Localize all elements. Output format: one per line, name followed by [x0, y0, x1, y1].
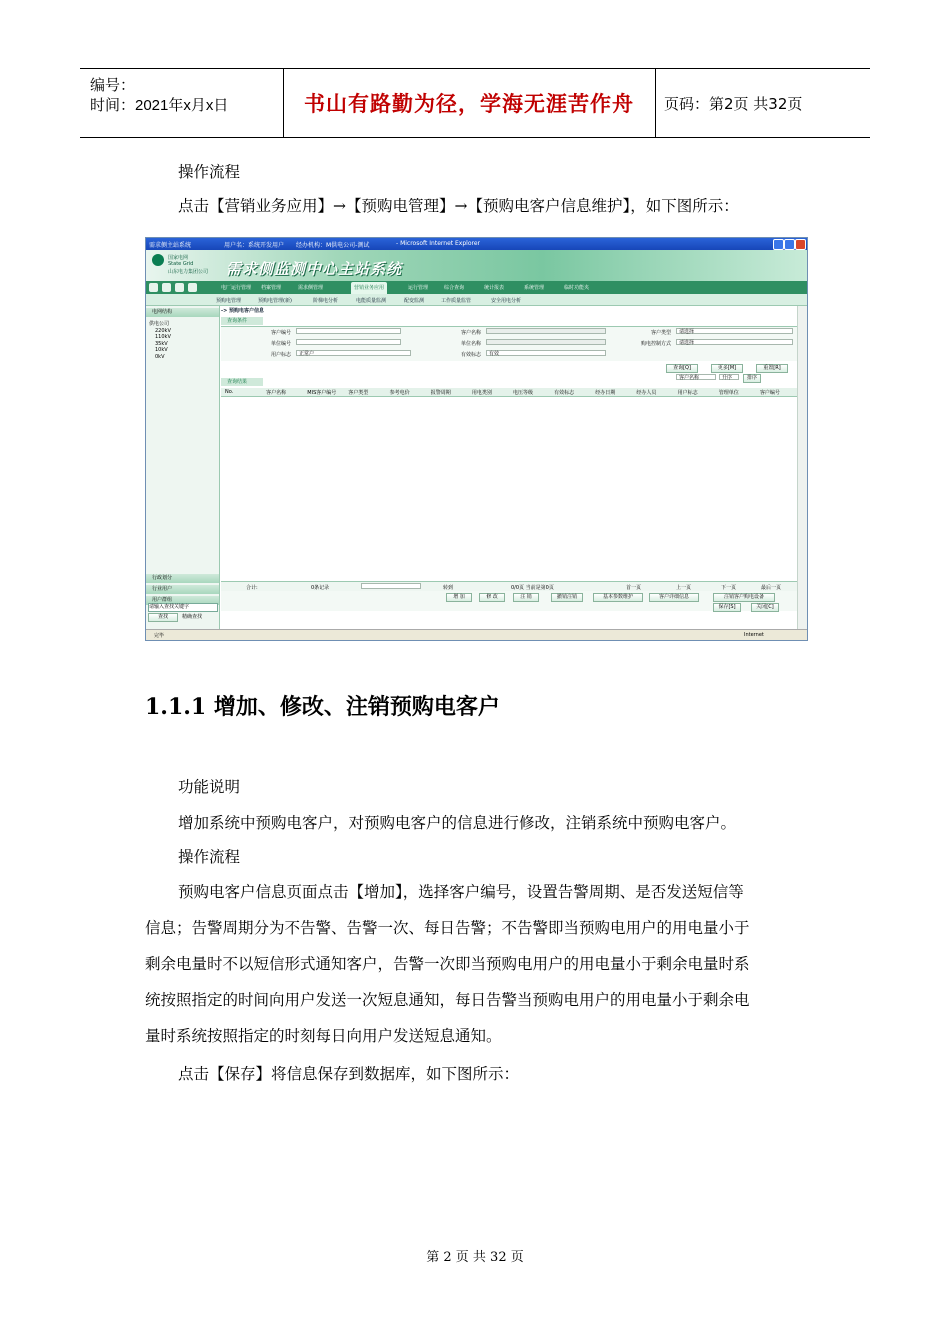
subnav-item[interactable]: 安全用电分析: [491, 298, 522, 304]
close-icon[interactable]: [795, 239, 806, 250]
func-desc-text: 增加系统中预购电客户，对预购电客户的信息进行修改，注销系统中预购电客户。: [178, 814, 737, 832]
grid-column-header[interactable]: 报警周期: [430, 390, 451, 396]
subnav-item[interactable]: 预购电管理(新): [258, 298, 292, 304]
pager-prev[interactable]: 上一页: [676, 585, 692, 591]
maximize-icon[interactable]: [784, 239, 795, 250]
nav-item[interactable]: 电厂运行管理: [221, 285, 252, 291]
modify-button[interactable]: 修 改: [479, 593, 505, 602]
subnav-item[interactable]: 阶梯电分析: [313, 298, 339, 304]
ctrl-mode-select[interactable]: 请选择: [676, 339, 793, 345]
breadcrumb: -> 预购电客户信息: [221, 308, 265, 314]
add-button[interactable]: 增 加: [446, 593, 472, 602]
para-line: 剩余电量时不以短信形式通知客户，告警一次即当预购电用户的用电量小于剩余电量时系: [145, 955, 750, 973]
pager-last[interactable]: 最后一页: [761, 585, 782, 591]
grid-column-header[interactable]: 用电类别: [471, 390, 492, 396]
query-tab[interactable]: 查询条件: [221, 317, 263, 325]
grid-column-header[interactable]: 客户类型: [348, 390, 369, 396]
header-motto: 书山有路勤为径，学海无涯苦作舟: [304, 92, 634, 116]
sort-field-select[interactable]: 客户名称: [676, 374, 716, 380]
left-section[interactable]: 行政划分: [146, 574, 219, 583]
left-tree-pane: [146, 306, 220, 631]
tree-node[interactable]: 110kV: [155, 334, 171, 340]
sort-dir-select[interactable]: 升序: [719, 374, 739, 380]
window-org: 经办机构：M供电公司-测试: [296, 242, 370, 249]
para-line: 量时系统按照指定的时刻每日向用户发送短息通知。: [145, 1027, 502, 1045]
pager-goto[interactable]: 转到: [443, 585, 454, 591]
subnav-item[interactable]: 预购电管理: [216, 298, 242, 304]
query-button[interactable]: 查询[Q]: [666, 364, 698, 373]
logo-sub: 山东电力集团公司: [168, 269, 209, 275]
ie-status-bar: [146, 629, 807, 641]
grid-column-header[interactable]: 管理单位: [718, 390, 739, 396]
globe-icon: [152, 254, 164, 266]
label-unit-no: 单位编号: [270, 341, 291, 347]
grid-column-header[interactable]: No.: [225, 389, 234, 395]
nav-item[interactable]: 需求侧管理: [298, 285, 324, 291]
click-path-text: 点击【营销业务应用】→【预购电管理】→【预购电客户信息维护】，如下图所示：: [178, 197, 739, 215]
grid-column-header[interactable]: 经办日期: [595, 390, 616, 396]
window-titlebar: [146, 238, 807, 250]
result-tab[interactable]: 查询结果: [221, 378, 263, 386]
refresh-icon[interactable]: [175, 283, 184, 292]
pager-total: 合计:: [246, 585, 258, 591]
tree-node[interactable]: 220kV: [155, 327, 171, 334]
window-browser: - Microsoft Internet Explorer: [396, 240, 480, 247]
pager-first[interactable]: 首一页: [626, 585, 642, 591]
logo-en: State Grid: [168, 261, 194, 267]
label-cust-type: 客户类型: [650, 330, 671, 336]
user-flag-select[interactable]: 正常户: [296, 350, 411, 356]
pager-records: 0条记录: [311, 585, 330, 591]
label-ctrl-mode: 购电控制方式: [640, 341, 671, 347]
window-title: 需求侧主站系统: [149, 242, 192, 249]
system-title: 需求侧监测中心主站系统: [226, 260, 403, 278]
left-search-input[interactable]: 请输入查找关键字: [148, 603, 218, 612]
status-zone: Internet: [744, 632, 764, 638]
header-motto-cell: [283, 69, 656, 137]
pager-pages: 0/0页 当前是第0页: [511, 585, 554, 591]
page-header: [80, 68, 870, 138]
grid-column-header[interactable]: MIS客户编号: [307, 390, 337, 396]
cancel-account-button[interactable]: 注 销: [513, 593, 539, 602]
query-form: [221, 326, 797, 361]
header-page-info: 页码：第2页 共32页: [664, 94, 803, 113]
cancel-device-button[interactable]: 注销客户购电设备: [713, 593, 775, 602]
tree-root[interactable]: 供电公司: [149, 321, 170, 327]
left-search-button[interactable]: 查找: [148, 613, 178, 622]
result-grid-header: [221, 388, 797, 397]
section-title: 1.1.1 增加、修改、注销预购电客户: [145, 694, 500, 720]
left-pane-head[interactable]: 电网结构: [146, 308, 219, 317]
subnav-item[interactable]: 电能质量监测: [356, 298, 387, 304]
system-banner: [146, 250, 807, 281]
window-user: 用户名：系统开发用户: [224, 242, 285, 249]
state-grid-logo: [152, 253, 214, 277]
page-footer: 第 2 页 共 32 页: [426, 1250, 524, 1265]
unit-name-input[interactable]: [486, 339, 606, 345]
save-button[interactable]: 保存[S]: [713, 603, 741, 612]
action-bar: [221, 591, 797, 611]
grid-column-header[interactable]: 有效标志: [554, 390, 575, 396]
cust-type-select[interactable]: 请选择: [676, 328, 793, 334]
left-section[interactable]: 行业用户: [146, 585, 219, 594]
pager-bar: [221, 581, 797, 591]
nav-item[interactable]: 档案管理: [261, 285, 282, 291]
grid-column-header[interactable]: 电压等级: [513, 390, 534, 396]
nav-item[interactable]: 运行管理: [408, 285, 429, 291]
subnav-item[interactable]: 配变监测: [404, 298, 425, 304]
valid-flag-select[interactable]: 有效: [486, 350, 606, 356]
cust-name-input[interactable]: [486, 328, 606, 334]
func-desc-label: 功能说明: [178, 778, 241, 796]
pager-next[interactable]: 下一页: [721, 585, 737, 591]
left-exact-checkbox[interactable]: 精确查找: [182, 614, 203, 620]
nav-item-active[interactable]: 营销业务应用: [351, 282, 387, 294]
label-valid-flag: 有效标志: [460, 352, 481, 358]
back-icon[interactable]: [149, 283, 158, 292]
doc-number: 编号：: [90, 77, 136, 94]
basic-params-button[interactable]: 基本参数维护: [593, 593, 643, 602]
op-flow-label-2: 操作流程: [178, 848, 241, 866]
status-left: 完毕: [154, 633, 165, 639]
more-button[interactable]: 更多[M]: [711, 364, 743, 373]
nav-item[interactable]: 综合查询: [444, 285, 465, 291]
grid-column-header[interactable]: 用户标志: [677, 390, 698, 396]
forward-icon[interactable]: [162, 283, 171, 292]
tree-node[interactable]: 35kV: [155, 340, 168, 347]
main-nav: [146, 281, 807, 294]
grid-column-header[interactable]: 客户编号: [759, 390, 780, 396]
sort-button[interactable]: 排序: [743, 374, 761, 383]
para-line: 信息；告警周期分为不告警、告警一次、每日告警；不告警即当预购电用户的用电量小于: [145, 919, 750, 937]
doc-date: 时间：2021年x月x日: [90, 97, 229, 114]
header-page-cell: [656, 69, 870, 137]
header-left-cell: [80, 69, 284, 137]
sub-nav: [146, 294, 807, 306]
left-section[interactable]: 用户群组: [146, 596, 219, 605]
grid-column-header[interactable]: 参考电价: [389, 390, 410, 396]
close-button[interactable]: 关闭[C]: [751, 603, 779, 612]
op-flow-label: 操作流程: [178, 163, 241, 181]
grid-tree: [149, 321, 171, 360]
save-instruction: 点击【保存】将信息保存到数据库，如下图所示：: [178, 1065, 520, 1083]
home-icon[interactable]: [188, 283, 197, 292]
tree-node[interactable]: 10kV: [155, 347, 168, 353]
nav-item[interactable]: 统计报表: [484, 285, 505, 291]
label-cust-name: 客户名称: [460, 330, 481, 336]
nav-item[interactable]: 临时功能夹: [564, 285, 590, 291]
unit-no-input[interactable]: [296, 339, 401, 345]
main-content: [221, 306, 797, 631]
label-user-flag: 用户标志: [270, 352, 291, 358]
tree-node[interactable]: 0kV: [155, 353, 165, 360]
customer-detail-button[interactable]: 客户详细信息: [649, 593, 699, 602]
nav-item[interactable]: 系统管理: [524, 285, 545, 291]
para-line: 统按照指定的时间向用户发送一次短息通知，每日告警当预购电用户的用电量小于剩余电: [145, 991, 750, 1009]
minimize-icon[interactable]: [773, 239, 784, 250]
label-unit-name: 单位名称: [460, 341, 481, 347]
undo-cancel-button[interactable]: 撤销注销: [551, 593, 583, 602]
para-line: 预购电客户信息页面点击【增加】，选择客户编号，设置告警周期、是否发送短信等: [178, 883, 744, 901]
grid-column-header[interactable]: 客户名称: [266, 390, 287, 396]
label-cust-no: 客户编号: [270, 330, 291, 336]
logo-cn: 国家电网: [168, 255, 189, 261]
grid-column-header[interactable]: 经办人员: [636, 390, 657, 396]
cust-no-input[interactable]: [296, 328, 401, 334]
reset-button[interactable]: 重置[R]: [756, 364, 788, 373]
vertical-scrollbar[interactable]: [797, 306, 807, 629]
embedded-screenshot: [145, 237, 808, 641]
subnav-item[interactable]: 工作质量监管: [441, 298, 472, 304]
pager-goto-input[interactable]: [361, 583, 421, 589]
